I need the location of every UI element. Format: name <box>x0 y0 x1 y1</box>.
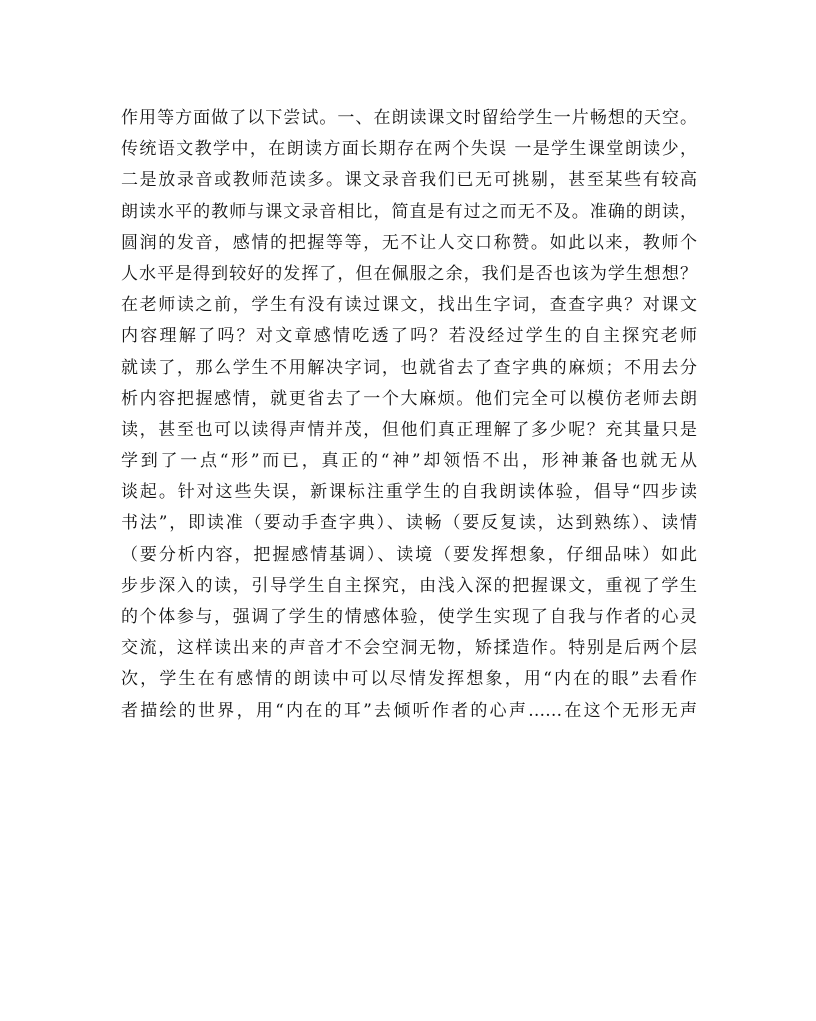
text-line: 作用等方面做了以下尝试。一、在朗读课文时留给学生一片畅想的天空。 <box>121 108 697 128</box>
text-line: 内容理解了吗？对文章感情吃透了吗？若没经过学生的自主探究老师 <box>121 326 697 347</box>
text-line: 人水平是得到较好的发挥了，但在佩服之余，我们是否也该为学生想想？ <box>121 263 697 284</box>
text-line: 传统语文教学中，在朗读方面长期存在两个失误 一是学生课堂朗读少， <box>121 139 697 160</box>
text-line: 的个体参与，强调了学生的情感体验，使学生实现了自我与作者的心灵 <box>121 607 697 627</box>
text-line: 书法”，即读准（要动手查字典）、读畅（要反复读，达到熟练）、读情 <box>121 513 697 534</box>
text-line: 学到了一点“形”而已，真正的“神”却领悟不出，形神兼备也就无从 <box>121 451 697 472</box>
text-line: 次，学生在有感情的朗读中可以尽情发挥想象，用“内在的眼”去看作 <box>121 669 697 690</box>
text-line: 读，甚至也可以读得声情并茂，但他们真正理解了多少呢？充其量只是 <box>121 419 697 440</box>
body-text <box>121 103 697 727</box>
text-line: 者描绘的世界，用“内在的耳”去倾听作者的心声……在这个无形无声 <box>121 700 697 721</box>
text-line: 二是放录音或教师范读多。课文录音我们已无可挑剔，甚至某些有较高 <box>121 170 697 191</box>
text-line: 在老师读之前，学生有没有读过课文，找出生字词，查查字典？对课文 <box>121 295 697 316</box>
text-line: 析内容把握感情，就更省去了一个大麻烦。他们完全可以模仿老师去朗 <box>121 388 697 409</box>
text-line: 就读了，那么学生不用解决字词，也就省去了查字典的麻烦；不用去分 <box>121 357 697 378</box>
text-line: 交流，这样读出来的声音才不会空洞无物，矫揉造作。特别是后两个层 <box>121 638 697 659</box>
text-line: 朗读水平的教师与课文录音相比，简直是有过之而无不及。准确的朗读， <box>121 201 697 222</box>
text-line: 圆润的发音，感情的把握等等，无不让人交口称赞。如此以来，教师个 <box>121 232 697 253</box>
text-line: 谈起。针对这些失误，新课标注重学生的自我朗读体验，倡导“四步读 <box>121 482 697 503</box>
text-line: 步步深入的读，引导学生自主探究，由浅入深的把握课文，重视了学生 <box>121 575 697 596</box>
text-line: （要分析内容，把握感情基调）、读境（要发挥想象，仔细品味）如此 <box>121 544 697 565</box>
